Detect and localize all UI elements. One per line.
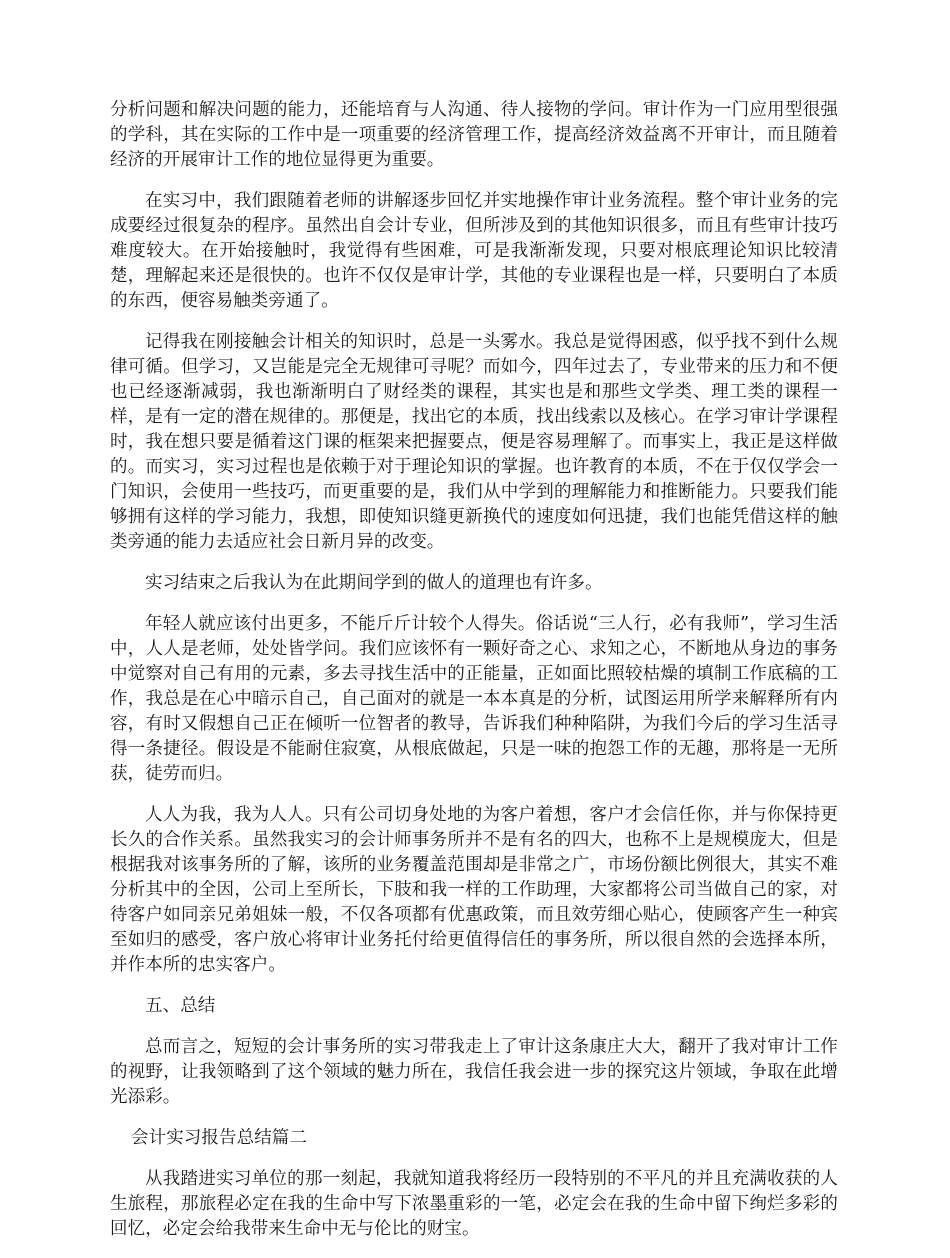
paragraph-2: 在实习中，我们跟随着老师的讲解逐步回忆并实地操作审计业务流程。整个审计业务的完成要经过很复杂的程序。虽然出自会计专业，但所涉及到的其他知识很多，而且有些审计技巧难度较大。在开始接触时，我觉得有些困难，可是我渐渐发现，只要对根底理论知识比较清楚，理解起来还是很快的。也许不仅仅是审计学，其他的专业课程也是一样，只要明白了本质的东西，便容易触类旁通了。 [110,191,838,311]
section-heading: 五、总结 [145,996,216,1016]
paragraph-1: 分析问题和解决问题的能力，还能培育与人沟通、待人接物的学问。审计作为一门应用型很强的学科，其在实际的工作中是一项重要的经济管理工作，提高经济效益离不开审计，而且随着经济的开展审计工作的地位显得更为重要。 [110,100,838,170]
summary-paragraph: 总而言之，短短的会计事务所的实习带我走上了审计这条康庄大大，翻开了我对审计工作的视野，让我领略到了这个领域的魅力所在，我信任我会进一步的探究这片领域，争取在此增光添彩。 [110,1037,838,1107]
part-two-title: 会计实习报告总结篇二 [131,1128,307,1148]
document-page [110,98,838,1258]
paragraph-3: 记得我在刚接触会计相关的知识时，总是一头雾水。我总是觉得困惑，似乎找不到什么规律可循。但学习，又岂能是完全无规律可寻呢？而如今，四年过去了，专业带来的压力和不便也已经逐渐减弱，我也渐渐明白了财经类的课程，其实也是和那些文学类、理工类的课程一样，是有一定的潜在规律的。那便是，找出它的本质，找出线索以及核心。在学习审计学课程时，我在想只要是循着这门课的框架来把握要点，便是容易理解了。而事实上，我正是这样做的。而实习，实习过程也是依赖于对于理论知识的掌握。也许教育的本质，不在于仅仅学会一门知识，会使用一些技巧，而更重要的是，我们从中学到的理解能力和推断能力。只要我们能够拥有这样的学习能力，我想，即使知识缝更新换代的速度如何迅捷，我们也能凭借这样的触类旁通的能力去适应社会日新月异的改变。 [110,332,838,552]
paragraph-6: 人人为我，我为人人。只有公司切身处地的为客户着想，客户才会信任你，并与你保持更长久的合作关系。虽然我实习的会计师事务所并不是有名的四大，也称不上是规模庞大，但是根据我对该事务所的了解，该所的业务覆盖范围却是非常之广，市场份额比例很大，其实不难分析其中的全因，公司上至所长，下肢和我一样的工作助理，大家都将公司当做自己的家，对待客户如同亲兄弟姐妹一般，不仅各项都有优惠政策，而且效劳细心贴心，使顾客产生一种宾至如归的感受，客户放心将审计业务托付给更值得信任的事务所，所以很自然的会选择本所，并作本所的忠实客户。 [110,805,838,975]
part-two-paragraph: 从我踏进实习单位的那一刻起，我就知道我将经历一段特别的不平凡的并且充满收获的人生旅程，那旅程必定在我的生命中写下浓墨重彩的一笔，必定会在我的生命中留下绚烂多彩的回忆，必定会给我带来生命中无与伦比的财宝。 [110,1169,838,1239]
paragraph-5: 年轻人就应该付出更多，不能斤斤计较个人得失。俗话说“三人行，必有我师”，学习生活中，人人是老师，处处皆学问。我们应该怀有一颗好奇之心、求知之心，不断地从身边的事务中觉察对自己有用的元素，多去寻找生活中的正能量，正如面比照较枯燥的填制工作底稿的工作，我总是在心中暗示自己，自己面对的就是一本本真是的分析，试图运用所学来解释所有内容，有时又假想自己正在倾听一位智者的教导，告诉我们种种陷阱，为我们今后的学习生活寻得一条捷径。假设是不能耐住寂寞，从根底做起，只是一味的抱怨工作的无趣，那将是一无所获，徒劳而归。 [110,614,838,784]
paragraph-4: 实习结束之后我认为在此期间学到的做人的道理也有许多。 [145,573,603,593]
